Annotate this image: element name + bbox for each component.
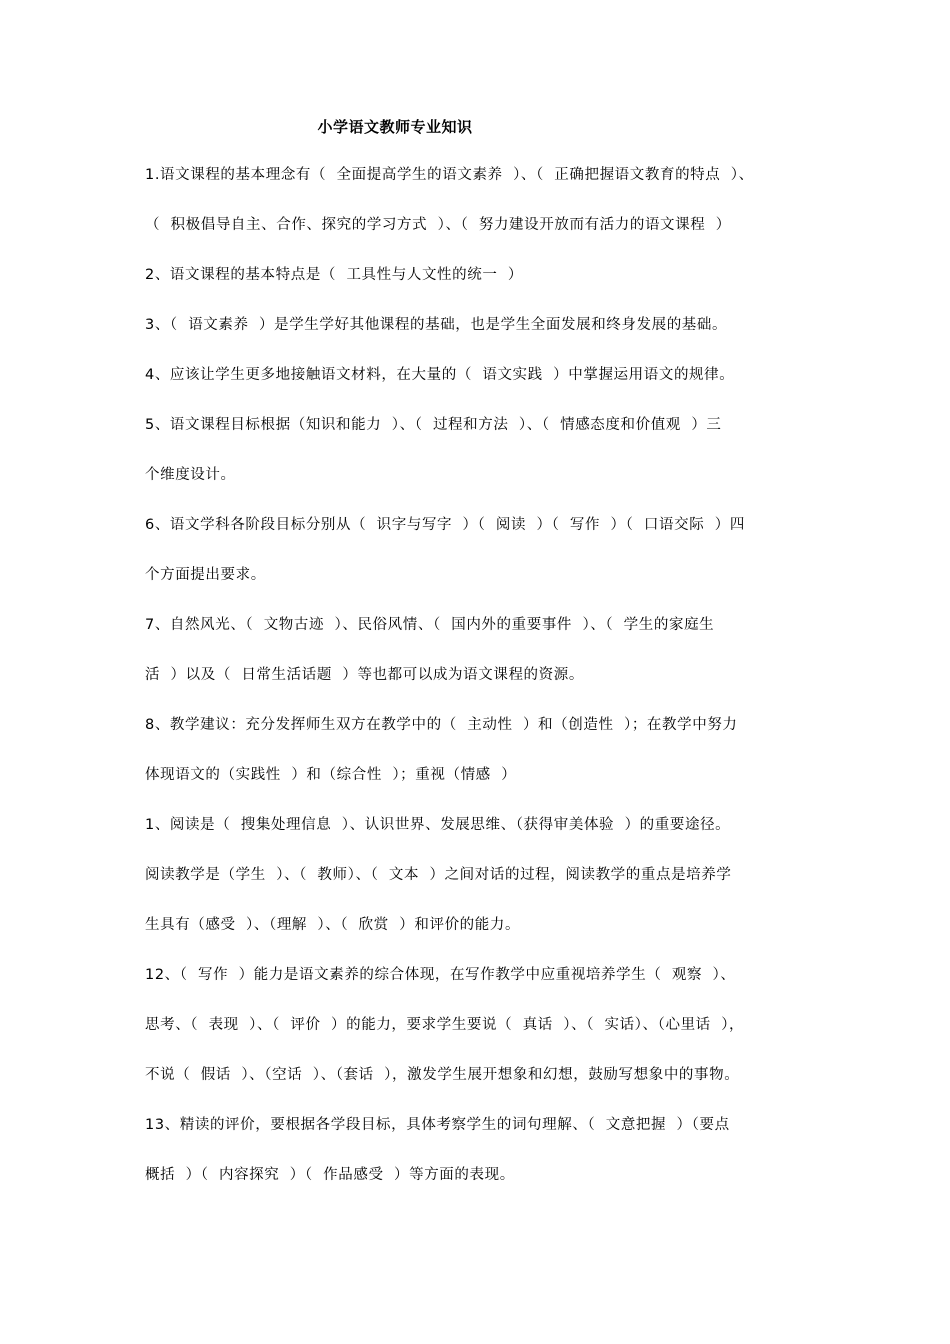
text-line: 1.语文课程的基本理念有（ 全面提高学生的语文素养 ）、（ 正确把握语文教育的特点 ）、 bbox=[145, 167, 754, 183]
text-line: （ 积极倡导自主、合作、探究的学习方式 ）、（ 努力建设开放而有活力的语文课程 ） bbox=[145, 217, 731, 233]
text-line: 不说（ 假话 ）、（空话 ）、（套话 ），激发学生展开想象和幻想，鼓励写想象中的事物。 bbox=[145, 1067, 740, 1083]
text-line: 1、阅读是（ 搜集处理信息 ）、认识世界、发展思维、（获得审美体验 ）的重要途径。 bbox=[145, 817, 731, 833]
text-line: 概括 ）（ 内容探究 ）（ 作品感受 ）等方面的表现。 bbox=[145, 1167, 515, 1183]
text-line: 4、应该让学生更多地接触语文材料，在大量的（ 语文实践 ）中掌握运用语文的规律。 bbox=[145, 367, 735, 383]
text-line: 2、语文课程的基本特点是（ 工具性与人文性的统一 ） bbox=[145, 267, 523, 283]
text-line: 体现语文的（实践性 ）和（综合性 ）；重视（情感 ） bbox=[145, 767, 517, 783]
text-line: 13、精读的评价，要根据各学段目标，具体考察学生的词句理解、（ 文意把握 ）（要点 bbox=[145, 1117, 730, 1133]
text-line: 阅读教学是（学生 ）、（ 教师）、（ 文本 ）之间对话的过程，阅读教学的重点是培养学 bbox=[145, 867, 732, 883]
text-line: 12、（ 写作 ）能力是语文素养的综合体现，在写作教学中应重视培养学生（ 观察 ）、 bbox=[145, 967, 736, 983]
text-line: 思考、（ 表现 ）、（ 评价 ）的能力，要求学生要说（ 真话 ）、（ 实话）、（心里话 ）， bbox=[145, 1017, 745, 1033]
document-body bbox=[145, 164, 845, 1214]
text-line: 7、自然风光、（ 文物古迹 ）、民俗风情、（ 国内外的重要事件 ）、（ 学生的家庭生 bbox=[145, 617, 715, 633]
text-line: 个维度设计。 bbox=[145, 467, 236, 483]
text-line: 8、教学建议：充分发挥师生双方在教学中的（ 主动性 ）和（创造性 ）；在教学中努力 bbox=[145, 717, 738, 733]
text-line: 活 ）以及（ 日常生活话题 ）等也都可以成为语文课程的资源。 bbox=[145, 667, 584, 683]
text-line: 5、语文课程目标根据（知识和能力 ）、（ 过程和方法 ）、（ 情感态度和价值观 ）三 bbox=[145, 417, 722, 433]
text-line: 个方面提出要求。 bbox=[145, 567, 266, 583]
text-line: 生具有（感受 ）、（理解 ）、（ 欣赏 ）和评价的能力。 bbox=[145, 917, 521, 933]
text-line: 3、（ 语文素养 ）是学生学好其他课程的基础，也是学生全面发展和终身发展的基础。 bbox=[145, 317, 728, 333]
document-title: 小学语文教师专业知识 bbox=[317, 118, 473, 136]
text-line: 6、语文学科各阶段目标分别从（ 识字与写字 ）（ 阅读 ）（ 写作 ）（ 口语交际 ）四 bbox=[145, 517, 745, 533]
